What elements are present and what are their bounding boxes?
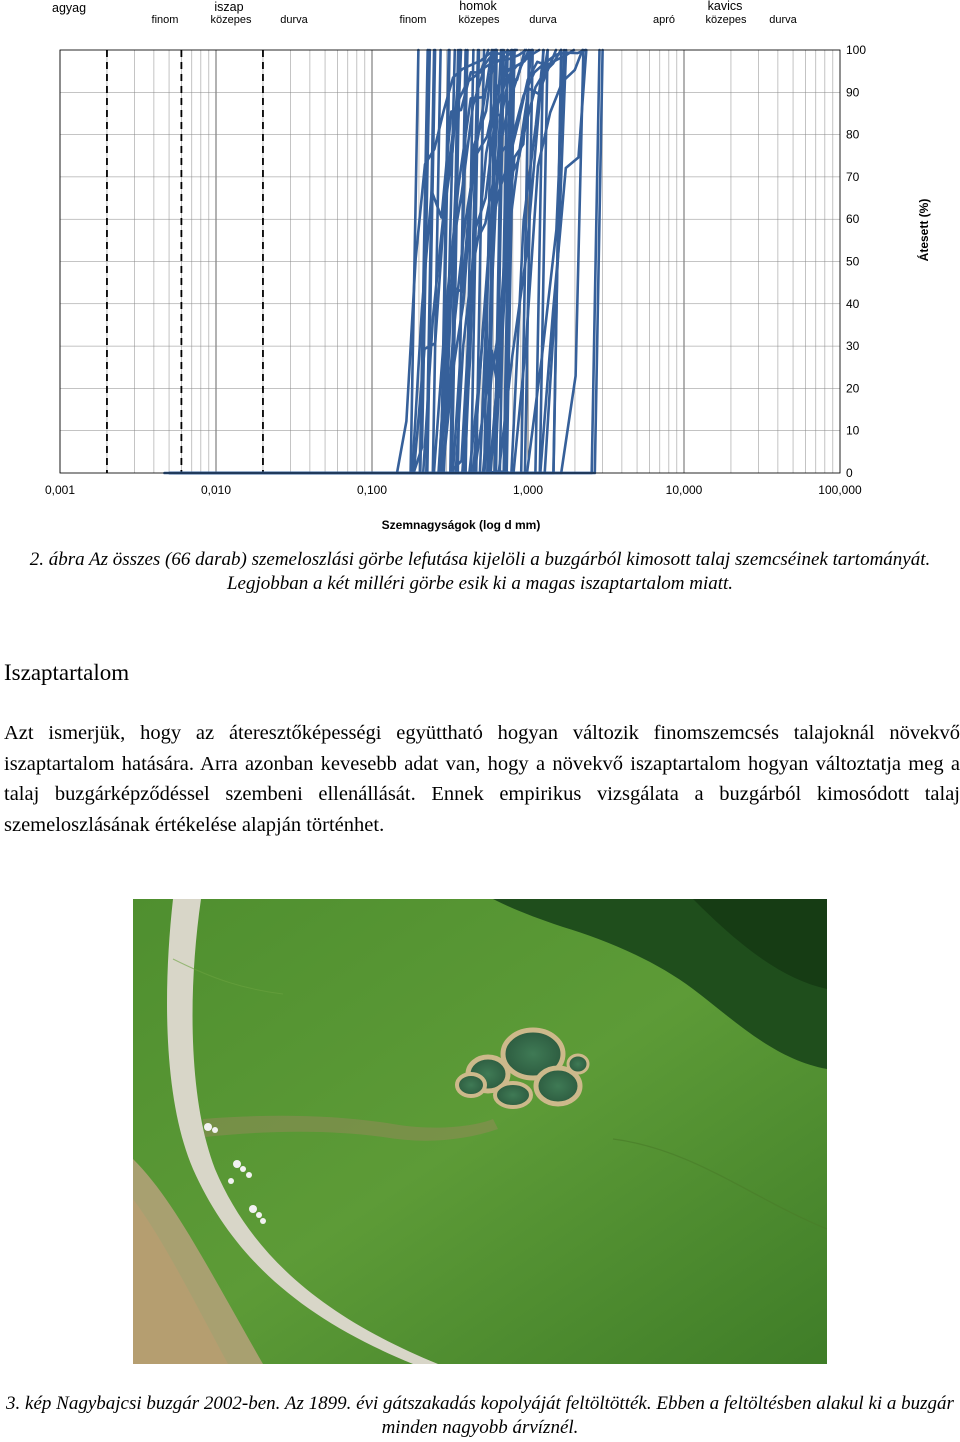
top-sub-kozepes: közepes [458, 14, 500, 26]
x-tick-labels [45, 483, 862, 497]
top-label-iszap: iszap [214, 0, 244, 14]
y-tick-label: 50 [846, 254, 860, 269]
x-tick-label: 100,000 [818, 483, 862, 497]
top-sub-durva: durva [769, 14, 797, 26]
top-label-homok: homok [459, 0, 497, 13]
y-tick-labels [846, 43, 866, 480]
top-sub-durva: durva [529, 14, 557, 26]
y-tick-label: 0 [846, 466, 853, 480]
top-sub-durva: durva [280, 14, 308, 26]
aerial-photo [133, 899, 827, 1364]
y-tick-label: 60 [846, 212, 860, 227]
figure-2-caption: 2. ábra Az összes (66 darab) szemeloszlási görbe lefutása kijelöli a buzgárból kimosott talaj szemcséinek tartományát. Legjobban a két milléri görbe esik ki a magas iszaptartalom miatt. [29, 549, 931, 594]
x-tick-label: 0,001 [44, 483, 76, 497]
y-tick-label: 70 [846, 169, 860, 184]
x-tick-label: 0,010 [200, 483, 232, 497]
y-tick-label: 30 [846, 339, 860, 354]
x-axis-label: Szemnagyságok (log d mm) [381, 518, 541, 532]
top-label-kavics: kavics [707, 0, 743, 13]
top-sub-finom: finom [151, 14, 179, 26]
top-sub-kozepes: közepes [210, 14, 252, 26]
section-heading: Iszaptartalom [4, 660, 130, 685]
top-label-agyag: agyag [52, 1, 87, 15]
y-tick-label: 90 [846, 85, 860, 100]
y-tick-label: 100 [846, 43, 867, 57]
top-sub-finom: finom [399, 14, 427, 26]
x-tick-label: 0,100 [356, 483, 388, 497]
y-axis-label: Átesett (%) [917, 198, 931, 262]
chart-svg [0, 0, 960, 540]
y-tick-label: 10 [846, 423, 860, 438]
x-tick-label: 1,000 [512, 483, 544, 497]
y-tick-label: 20 [846, 381, 860, 396]
x-tick-label: 10,000 [665, 483, 703, 497]
top-sub-apro: apró [652, 14, 676, 26]
grain-size-chart [0, 0, 960, 540]
figure-3-caption: 3. kép Nagybajcsi buzgár 2002-ben. Az 1899. évi gátszakadás kopolyáját feltöltötték. Ebben a feltöltésben alakul ki a buzgár minden nagyobb árvíznél. [6, 1393, 954, 1438]
y-tick-label: 80 [846, 127, 860, 142]
aerial-photo-illustration [133, 899, 827, 1364]
body-paragraph: Azt ismerjük, hogy az áteresztőképességi együttható hogyan változik finomszemcsés talajoknál növekvő iszaptartalom hatására. Arra azonban kevesebb adat van, hogy a növekvő iszaptartalom hogyan változtatja meg a talaj buzgárképződéssel szembeni ellenállását. Ennek empirikus vizsgálata a buzgárból kimosódott talaj szemeloszlásának értékelése alapján történhet. [4, 722, 960, 836]
top-sub-kozepes: közepes [705, 14, 747, 26]
y-tick-label: 40 [846, 296, 860, 311]
